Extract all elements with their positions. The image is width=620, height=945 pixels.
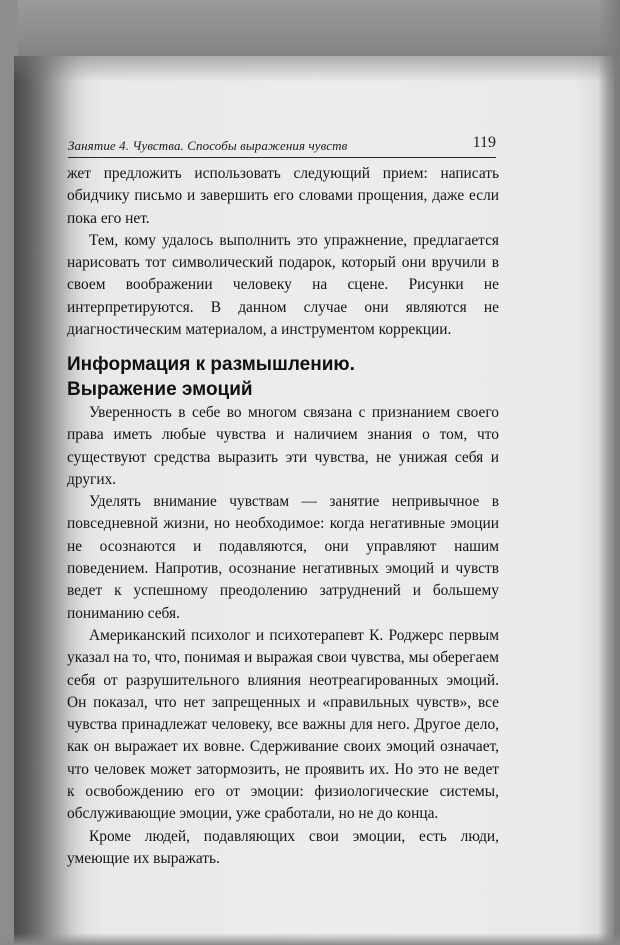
running-head [68,134,496,158]
section-heading [67,352,499,402]
paragraph-continuation: жет предложить использовать следующий прием: написать обидчику письмо и завершить его словами прощения, даже если пока его нет. [67,165,499,227]
paragraph: Тем, кому удалось выполнить это упражнение, предлагается нарисовать тот символический подарок, который они вручили в своем воображении человеку на сцене. Рисунки не интерпретируются. В данном случае они являются не диагностическим материалом, а инструментом коррекции. [67,231,499,339]
section-heading-line-1: Информация к размышлению. [67,354,355,375]
paragraph: Американский психолог и психотерапевт К. Роджерс первым указал на то, что, понимая и выражая свои чувства, мы оберегаем себя от разрушительного влияния неотреагированных эмоций. Он показал, что нет запрещенных и «правильных чувств», все чувства принадлежат человеку, все важны для него. Другое дело, как он выражает их вовне. Сдерживание своих эмоций означает, что человек может затормозить, не проявить их. Но это не ведет к освобождению его от эмоции: физиологические системы, обслуживающие эмоции, уже сработали, но не до конца. [67,626,499,823]
section-heading-line-2: Выражение эмоций [67,379,253,400]
scan-top-background [0,0,620,60]
paragraph: Кроме людей, подавляющих свои эмоции, есть люди, умеющие их выражать. [67,827,499,867]
paragraph: Уверенность в себе во многом связана с признанием своего права иметь любые чувства и наличием знания о том, что существуют средства выразить эти чувства, не унижая себя и других. [67,404,499,488]
intro-text [67,163,499,341]
page-right-edge-shadow [598,0,620,945]
page-number: 119 [472,134,496,151]
paragraph: Уделять внимание чувствам — занятие непривычное в повседневной жизни, но необходимое: когда негативные эмоции не осознаются и подавляются, они управляют нашим поведением. Напротив, осознание негативных эмоций и чувств ведет к успешному преодолению затруднений и большему пониманию себя. [67,493,499,622]
running-head-title: Занятие 4. Чувства. Способы выражения чувств [68,138,348,153]
section-body [67,402,499,870]
scan-bottom-edge [0,933,620,945]
page-top-shadow [14,56,614,82]
header-rule [68,157,496,158]
